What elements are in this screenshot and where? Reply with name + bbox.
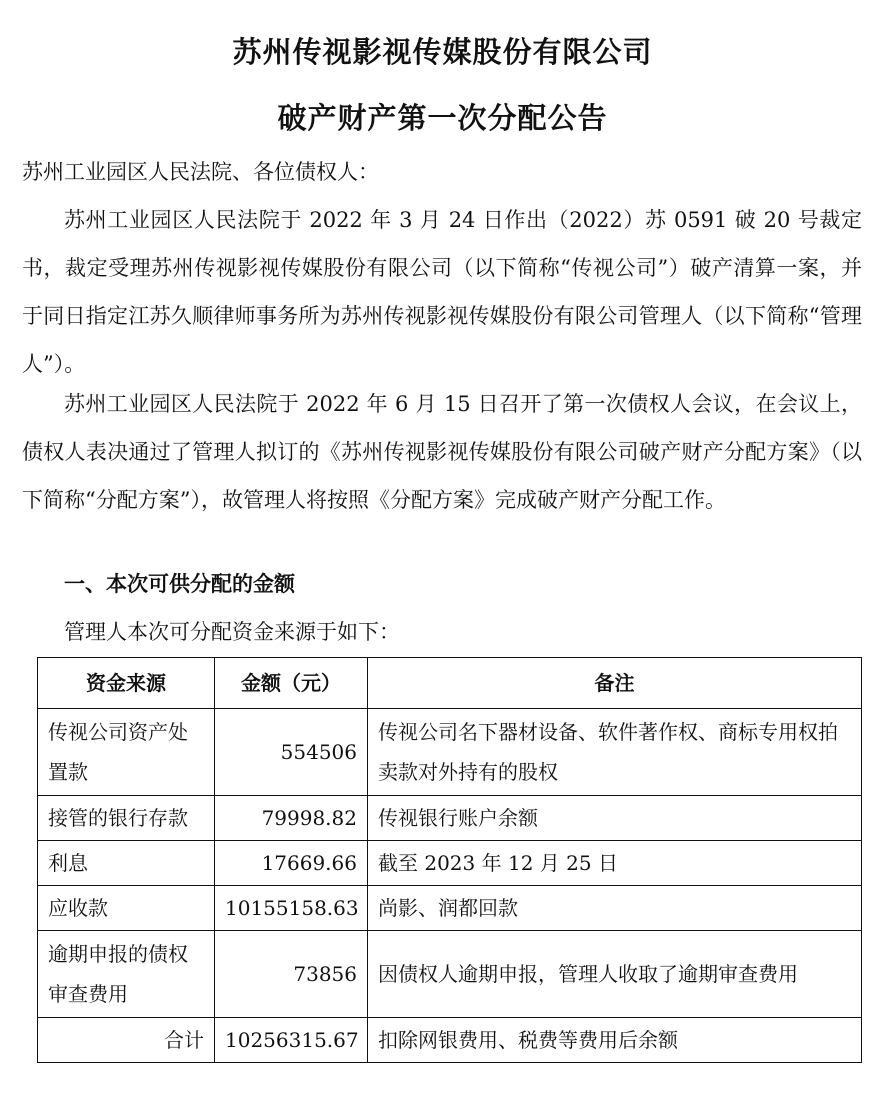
- table-row: [38, 796, 862, 841]
- table-header-row: [38, 658, 862, 709]
- header-note: 备注: [368, 658, 862, 709]
- cell-amount: 73856: [215, 931, 368, 1018]
- cell-amount: 554506: [215, 709, 368, 796]
- table-total-row: [38, 1018, 862, 1063]
- cell-note: 截至 2023 年 12 月 25 日: [368, 841, 862, 886]
- funds-table: [37, 657, 862, 1063]
- document-subtitle: 破产财产第一次分配公告: [277, 101, 608, 135]
- cell-total-amount: 10256315.67: [215, 1018, 368, 1063]
- cell-note: 因债权人逾期申报，管理人收取了逾期审查费用: [368, 931, 862, 1018]
- cell-amount: 10155158.63: [215, 886, 368, 931]
- paragraph-2: 苏州工业园区人民法院于 2022 年 6 月 15 日召开了第一次债权人会议，在会议上，债权人表决通过了管理人拟订的《苏州传视影视传媒股份有限公司破产财产分配方案》（以下简称“分配方案”），故管理人将按照《分配方案》完成破产财产分配工作。: [22, 392, 862, 512]
- cell-source: 应收款: [38, 886, 215, 931]
- table-row: [38, 931, 862, 1018]
- cell-note: 传视公司名下器材设备、软件著作权、商标专用权拍卖款对外持有的股权: [368, 709, 862, 796]
- cell-source: 逾期申报的债权审查费用: [38, 931, 215, 1018]
- table-row: [38, 841, 862, 886]
- cell-total-label: 合计: [38, 1018, 215, 1063]
- cell-source: 利息: [38, 841, 215, 886]
- header-amount: 金额（元）: [215, 658, 368, 709]
- addressee: 苏州工业园区人民法院、各位债权人：: [22, 160, 379, 184]
- cell-total-note: 扣除网银费用、税费等费用后余额: [368, 1018, 862, 1063]
- cell-source: 接管的银行存款: [38, 796, 215, 841]
- cell-source: 传视公司资产处置款: [38, 709, 215, 796]
- document-title: 苏州传视影视传媒股份有限公司: [232, 35, 653, 69]
- table-row: [38, 886, 862, 931]
- section-intro: 管理人本次可分配资金来源于如下：: [64, 620, 400, 644]
- section-heading: 一、本次可供分配的金额: [64, 572, 295, 596]
- cell-note: 尚影、润都回款: [368, 886, 862, 931]
- table-row: [38, 709, 862, 796]
- cell-amount: 17669.66: [215, 841, 368, 886]
- cell-note: 传视银行账户余额: [368, 796, 862, 841]
- header-source: 资金来源: [38, 658, 215, 709]
- paragraph-1: 苏州工业园区人民法院于 2022 年 3 月 24 日作出（2022）苏 0591 破 20 号裁定书，裁定受理苏州传视影视传媒股份有限公司（以下简称“传视公司”）破产清算一案，并于同日指定江苏久顺律师事务所为苏州传视影视传媒股份有限公司管理人（以下简称“管理人”）。: [22, 208, 862, 376]
- cell-amount: 79998.82: [215, 796, 368, 841]
